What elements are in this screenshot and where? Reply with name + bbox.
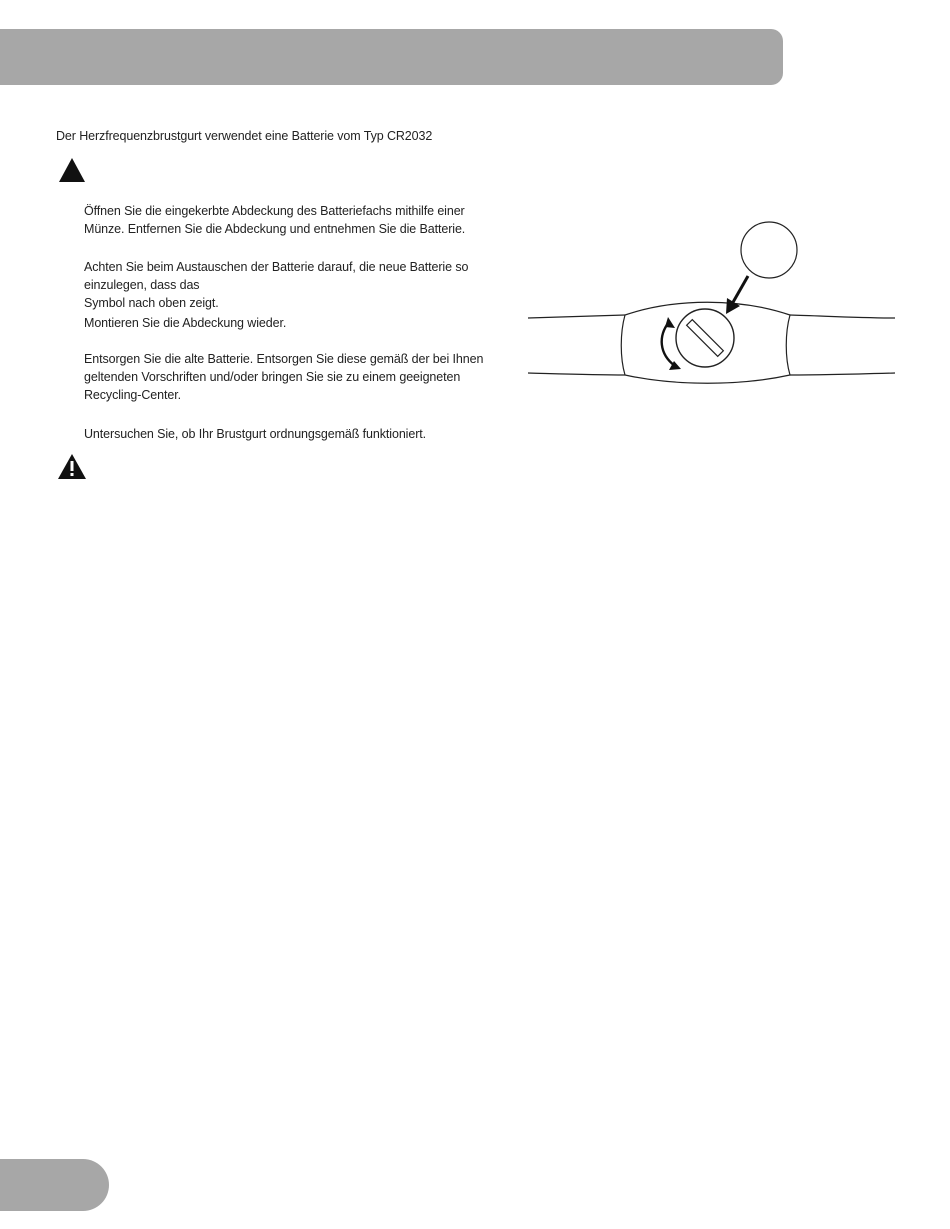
page-number-tab — [0, 1159, 109, 1211]
step-line: geltenden Vorschriften und/oder bringen Sie sie zu einem geeigneten — [84, 370, 461, 384]
step-line: Untersuchen Sie, ob Ihr Brustgurt ordnungsgemäß funktioniert. — [84, 427, 427, 441]
strap-left — [528, 373, 625, 375]
header-bar — [0, 29, 783, 85]
step-line-start: einzulegen, dass das — [84, 278, 200, 292]
step-line: Öffnen Sie die eingekerbte Abdeckung des Batteriefachs mithilfe einer — [84, 204, 465, 218]
step-open-cover — [84, 202, 514, 238]
step-line-end: Symbol nach oben zeigt. — [84, 296, 219, 310]
callout-circle — [741, 222, 797, 278]
step-line: Recycling-Center. — [84, 388, 181, 402]
warning-icon — [57, 453, 87, 480]
step-dispose-battery — [84, 350, 514, 404]
chest-strap-illustration — [525, 218, 900, 393]
step-line: Achten Sie beim Austauschen der Batterie darauf, die neue Batterie so — [84, 260, 469, 274]
step-line-2 — [84, 276, 514, 312]
step-check-strap — [84, 425, 514, 443]
step-mount-cover — [84, 314, 514, 332]
step-insert-battery — [84, 258, 514, 312]
step-line: Münze. Entfernen Sie die Abdeckung und entnehmen Sie die Batterie. — [84, 222, 466, 236]
intro-text: Der Herzfrequenzbrustgurt verwendet eine Batterie vom Typ CR2032 — [56, 129, 433, 143]
pointer-arrow — [732, 276, 748, 304]
strap-right — [790, 373, 895, 375]
step-line: Entsorgen Sie die alte Batterie. Entsorgen Sie diese gemäß der bei Ihnen — [84, 352, 484, 366]
step-line: Montieren Sie die Abdeckung wieder. — [84, 316, 287, 330]
strap-right — [790, 315, 895, 318]
triangle-icon — [58, 157, 86, 183]
strap-left — [528, 315, 625, 318]
